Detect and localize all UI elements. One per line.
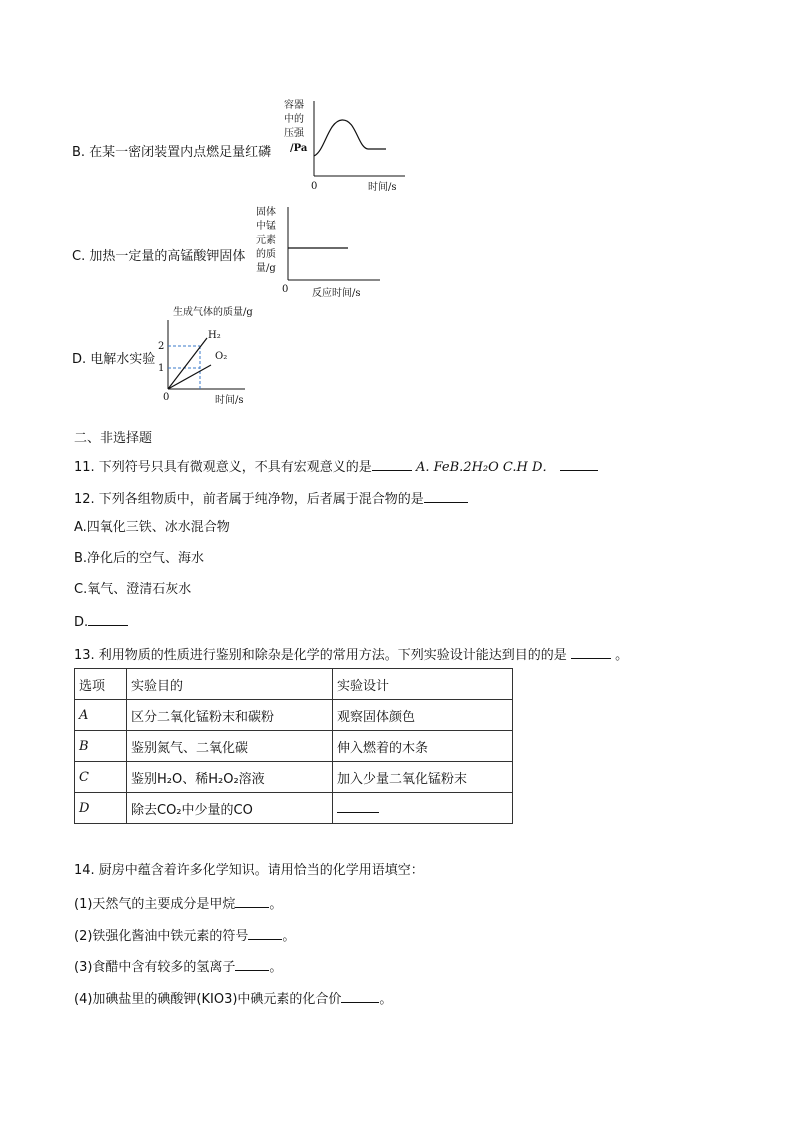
table-row <box>75 762 513 793</box>
graph-d-ylabel: 生成气体的质量/g <box>173 307 253 318</box>
graph-c-manganese <box>250 202 390 302</box>
graph-d-tick-1: 1 <box>158 363 165 374</box>
table-cell: 鉴别H₂O、稀H₂O₂溶液 <box>127 762 333 793</box>
q14-item-3 <box>74 958 282 976</box>
q12-option-a: A.四氧化三铁、冰水混合物 <box>74 520 230 535</box>
q14-item-1 <box>74 895 282 913</box>
q14-item-3-blank[interactable] <box>235 958 269 971</box>
graph-b-ylabel-3: 压强 <box>284 128 304 139</box>
q13-end: 。 <box>615 648 629 663</box>
table-cell: 鉴别氮气、二氧化碳 <box>127 731 333 762</box>
q12-option-d-blank[interactable] <box>88 613 128 626</box>
question-14: 14. 厨房中蕴含着许多化学知识。请用恰当的化学用语填空： <box>74 863 424 878</box>
q12-text: 12. 下列各组物质中，前者属于纯净物，后者属于混合物的是 <box>74 492 424 507</box>
graph-c-ylabel-2: 中锰 <box>256 221 276 232</box>
graph-d-tick-2: 2 <box>158 341 165 352</box>
graph-c-ylabel-4: 的质 <box>256 249 276 260</box>
table-cell: C <box>75 762 127 793</box>
q12-option-d <box>74 613 128 631</box>
graph-b-curve <box>314 120 386 156</box>
q11-text: 11. 下列符号只具有微观意义，不具有宏观意义的是 <box>74 460 372 475</box>
table-row <box>75 700 513 731</box>
q14-item-1-text: (1)天然气的主要成分是甲烷 <box>74 897 236 912</box>
table-cell: B <box>75 731 127 762</box>
graph-b-xlabel: 时间/s <box>368 182 397 193</box>
table-row <box>75 731 513 762</box>
q12-option-d-label: D. <box>74 615 89 630</box>
q13-table <box>74 668 513 824</box>
table-header-row <box>75 669 513 700</box>
graph-b-origin: 0 <box>311 181 318 192</box>
table-cell: 加入少量二氧化锰粉末 <box>333 762 513 793</box>
q11-blank-2[interactable] <box>560 458 598 471</box>
q12-blank[interactable] <box>424 490 468 503</box>
graph-c-ylabel-1: 固体 <box>256 207 276 218</box>
q13-blank[interactable] <box>571 646 611 659</box>
q14-item-2-text: (2)铁强化酱油中铁元素的符号 <box>74 929 249 944</box>
graph-b-ylabel-2: 中的 <box>284 114 304 125</box>
q14-item-3-end: 。 <box>269 960 283 975</box>
question-12 <box>74 490 468 508</box>
option-b-label: B. 在某一密闭装置内点燃足量红磷 <box>72 145 272 160</box>
table-row <box>75 793 513 824</box>
q14-item-2 <box>74 927 295 945</box>
table-cell: A <box>75 700 127 731</box>
q13-table-blank[interactable] <box>337 800 379 813</box>
table-header-cell: 实验设计 <box>333 669 513 700</box>
graph-c-ylabel-5: 量/g <box>256 263 276 274</box>
table-cell-blank[interactable] <box>333 793 513 824</box>
graph-d-xlabel: 时间/s <box>215 395 244 406</box>
q12-option-b: B.净化后的空气、海水 <box>74 551 205 566</box>
graph-d-origin: 0 <box>163 392 170 403</box>
table-cell: 除去CO₂中少量的CO <box>127 793 333 824</box>
graph-d-electrolysis <box>155 302 285 410</box>
q11-blank-1[interactable] <box>372 458 412 471</box>
section-title: 二、非选择题 <box>74 431 153 446</box>
graph-d-h2-label: H₂ <box>208 330 221 341</box>
q14-item-2-end: 。 <box>282 929 296 944</box>
q14-item-2-blank[interactable] <box>248 927 282 940</box>
q13-text: 13. 利用物质的性质进行鉴别和除杂是化学的常用方法。下列实验设计能达到目的的是 <box>74 648 567 663</box>
graph-c-origin: 0 <box>282 284 289 295</box>
graph-d-o2-label: O₂ <box>215 351 228 362</box>
table-header-cell: 实验目的 <box>127 669 333 700</box>
table-cell: D <box>75 793 127 824</box>
graph-d-o2-line <box>168 365 211 389</box>
table-header-cell: 选项 <box>75 669 127 700</box>
graph-c-ylabel-3: 元素 <box>256 235 276 246</box>
q14-item-4 <box>74 990 392 1008</box>
graph-b-ylabel-4: /Pa <box>290 143 308 154</box>
q11-options: A. FeB.2H₂O C.H D． <box>415 460 556 475</box>
table-cell: 区分二氧化锰粉末和碳粉 <box>127 700 333 731</box>
question-13 <box>74 646 628 664</box>
question-11 <box>74 458 598 476</box>
q14-item-3-text: (3)食醋中含有较多的氢离子 <box>74 960 236 975</box>
option-d-label: D. 电解水实验 <box>72 352 156 367</box>
q14-item-4-text: (4)加碘盐里的碘酸钾(KIO3)中碘元素的化合价 <box>74 992 342 1007</box>
table-cell: 观察固体颜色 <box>333 700 513 731</box>
graph-b-pressure <box>280 96 410 194</box>
graph-b-ylabel-1: 容器 <box>284 100 304 111</box>
table-cell: 伸入燃着的木条 <box>333 731 513 762</box>
q14-item-4-blank[interactable] <box>341 990 379 1003</box>
q14-item-1-end: 。 <box>269 897 283 912</box>
q14-item-1-blank[interactable] <box>235 895 269 908</box>
graph-c-xlabel: 反应时间/s <box>312 288 361 299</box>
option-c-label: C. 加热一定量的高锰酸钾固体 <box>72 249 246 264</box>
q12-option-c: C.氧气、澄清石灰水 <box>74 582 192 597</box>
q14-item-4-end: 。 <box>379 992 393 1007</box>
